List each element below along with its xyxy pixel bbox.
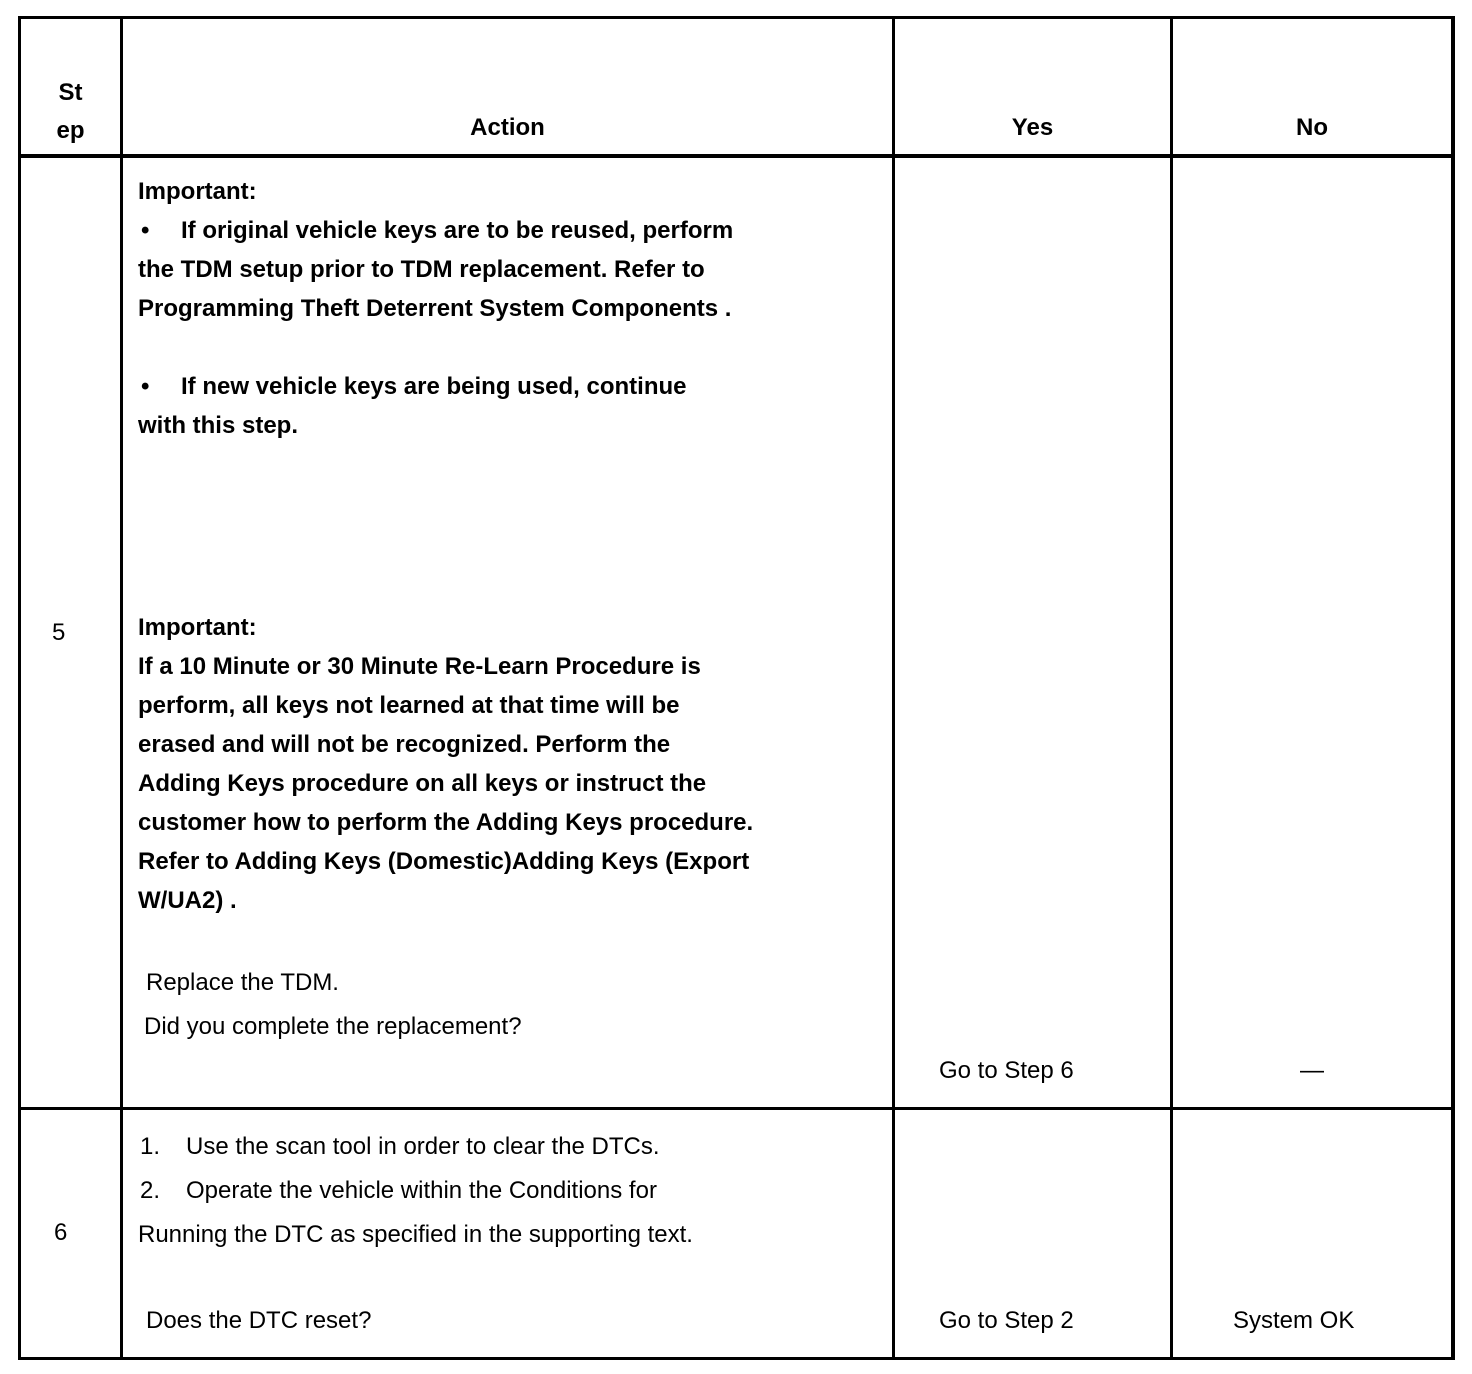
header-step-line2: ep: [56, 117, 85, 144]
header-step: [21, 74, 120, 150]
row5-action-line1: Replace the TDM.: [146, 969, 339, 996]
header-no: No: [1296, 114, 1328, 141]
header-step-line1: St: [58, 79, 83, 106]
row6-question: Does the DTC reset?: [146, 1307, 372, 1334]
important-label: Important:: [138, 614, 257, 641]
row5-step: 5: [52, 619, 66, 646]
list-item: 2. Operate the vehicle within the Conditions for: [140, 1177, 657, 1204]
row5-important-block-1: Important: • If original vehicle keys are to be reused, perform the TDM setup prior to TDM replacement. Refer to Programming Theft Deterrent System Components . • If new vehicle keys are being used, continue with this step.: [138, 172, 733, 445]
column-divider-action: [892, 16, 895, 1360]
row5-yes[interactable]: Go to Step 6: [939, 1057, 1074, 1084]
row-divider: [18, 1107, 1455, 1110]
column-divider-yes: [1170, 16, 1173, 1360]
important-label: Important:: [138, 178, 257, 205]
header-yes: Yes: [1011, 114, 1054, 141]
column-divider-step: [120, 16, 123, 1360]
table-border-left: [18, 16, 21, 1360]
bullet-icon: •: [141, 217, 150, 244]
row5-no: —: [1300, 1057, 1324, 1084]
row6-no: System OK: [1233, 1307, 1355, 1334]
list-item: 1. Use the scan tool in order to clear the DTCs.: [140, 1133, 660, 1160]
header-action: Action: [470, 114, 545, 141]
bullet-item: • If original vehicle keys are to be reused, perform: [138, 211, 733, 250]
table-border-bottom: [18, 1357, 1455, 1360]
table-border-right: [1451, 16, 1455, 1360]
table-border-top: [18, 16, 1455, 19]
row5-important-block-2: Important: If a 10 Minute or 30 Minute Re-Learn Procedure is perform, all keys not learned at that time will be erased and will not be recognized. Perform the Adding Keys procedure on all keys or instruct the customer how to perform the Adding Keys procedure. Refer to Adding Keys (Domestic)Adding Keys (Export W/UA2) .: [138, 608, 753, 920]
reference-link[interactable]: Refer to Adding Keys (Domestic)Adding Keys (Export: [138, 848, 750, 875]
row6-yes[interactable]: Go to Step 2: [939, 1307, 1074, 1334]
bullet-icon: •: [141, 373, 150, 400]
row6-step: 6: [54, 1219, 68, 1246]
header-divider: [18, 154, 1455, 158]
reference-link[interactable]: Programming Theft Deterrent System Components .: [138, 295, 732, 322]
bullet-item: • If new vehicle keys are being used, continue: [138, 367, 733, 406]
row5-action-line2: Did you complete the replacement?: [144, 1013, 522, 1040]
row6-action-list: 1. Use the scan tool in order to clear the DTCs. 2. Operate the vehicle within the Conditions for Running the DTC as specified in the supporting text.: [140, 1125, 693, 1257]
